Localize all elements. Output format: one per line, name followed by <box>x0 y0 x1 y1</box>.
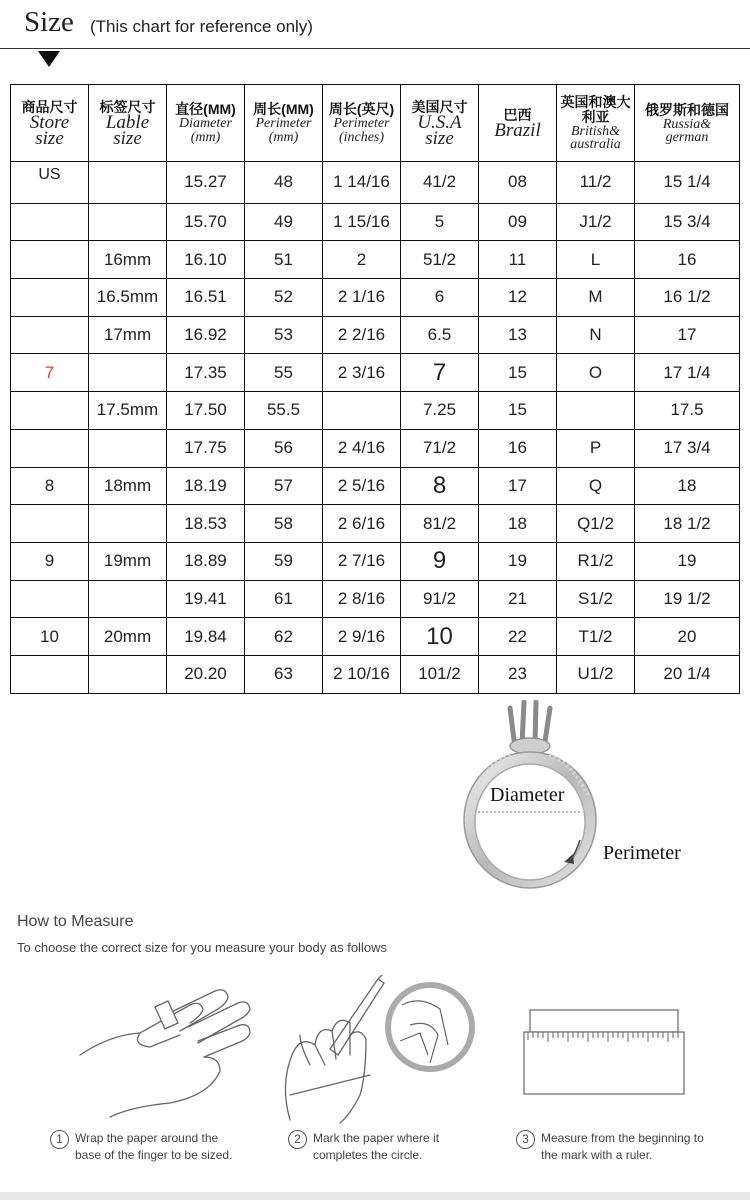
table-cell: 62 <box>245 618 323 656</box>
table-cell: 17.5 <box>635 392 740 430</box>
table-cell: 71/2 <box>401 429 479 467</box>
column-header-en: Diameter <box>179 115 232 131</box>
table-cell: 8 <box>401 467 479 505</box>
table-cell <box>89 429 167 467</box>
table-cell: 101/2 <box>401 655 479 693</box>
table-cell: 6 <box>401 279 479 317</box>
column-header-en: British& <box>570 124 620 139</box>
table-cell: 48 <box>245 162 323 204</box>
table-cell: 2 7/16 <box>323 542 401 580</box>
table-cell: 9 <box>11 542 89 580</box>
table-row <box>11 429 740 467</box>
table-cell <box>11 279 89 317</box>
column-header-en: Russia& <box>662 116 712 132</box>
column-header <box>401 85 479 162</box>
table-row <box>11 316 740 354</box>
table-cell: 19.41 <box>167 580 245 618</box>
table-cell: S1/2 <box>557 580 635 618</box>
table-cell: 15 3/4 <box>635 203 740 241</box>
table-cell: 7 <box>11 354 89 392</box>
table-cell: 19.84 <box>167 618 245 656</box>
step-text-line: completes the circle. <box>313 1148 423 1162</box>
table-cell: 20 1/4 <box>635 655 740 693</box>
table-cell: 59 <box>245 542 323 580</box>
table-cell: M <box>557 279 635 317</box>
column-header <box>245 85 323 162</box>
column-header-en: Perimeter <box>255 115 312 131</box>
column-header <box>557 85 635 162</box>
table-cell: 53 <box>245 316 323 354</box>
table-cell: 15 <box>479 392 557 430</box>
column-header-en: size <box>35 127 64 149</box>
table-cell: 41/2 <box>401 162 479 204</box>
table-cell <box>89 505 167 543</box>
table-cell: 10 <box>11 618 89 656</box>
table-cell: 56 <box>245 429 323 467</box>
table-cell: 17mm <box>89 316 167 354</box>
column-header-en: Perimeter <box>333 115 390 131</box>
table-cell: 16.10 <box>167 241 245 279</box>
table-cell: 17.75 <box>167 429 245 467</box>
column-header-en: size <box>113 127 142 149</box>
column-header-en: Brazil <box>494 119 541 141</box>
column-header <box>479 85 557 162</box>
table-cell <box>89 203 167 241</box>
table-cell: 11/2 <box>557 162 635 204</box>
column-header-en: Lable <box>105 111 150 133</box>
table-cell <box>11 505 89 543</box>
column-header-en: (inches) <box>338 129 385 145</box>
table-cell: 17 <box>635 316 740 354</box>
table-row <box>11 162 740 204</box>
table-cell: 7 <box>401 354 479 392</box>
table-cell: 16.51 <box>167 279 245 317</box>
table-cell: N <box>557 316 635 354</box>
table-cell: 9 <box>401 542 479 580</box>
table-cell: Q <box>557 467 635 505</box>
table-cell: 13 <box>479 316 557 354</box>
table-cell: 1 15/16 <box>323 203 401 241</box>
table-cell: 17 1/4 <box>635 354 740 392</box>
column-header-cn: 直径(MM) <box>175 100 236 117</box>
column-header-cn: 美国尺寸 <box>411 98 468 115</box>
step-text-line: Measure from the beginning to <box>541 1131 704 1145</box>
table-cell: 49 <box>245 203 323 241</box>
page-header <box>0 0 750 50</box>
table-cell <box>11 429 89 467</box>
table-cell: 16 <box>635 241 740 279</box>
table-cell: 16mm <box>89 241 167 279</box>
table-cell: 2 10/16 <box>323 655 401 693</box>
table-cell <box>89 162 167 204</box>
table-cell <box>89 655 167 693</box>
column-header-cn: 周长(MM) <box>253 100 314 117</box>
column-header-en: Store <box>29 111 70 133</box>
size-chart-table <box>10 84 740 694</box>
table-row <box>11 354 740 392</box>
table-cell: 20mm <box>89 618 167 656</box>
table-cell: 10 <box>401 618 479 656</box>
column-header-en: size <box>425 127 454 149</box>
step-text-line: Wrap the paper around the <box>75 1131 219 1145</box>
table-cell: U1/2 <box>557 655 635 693</box>
table-cell: P <box>557 429 635 467</box>
table-cell: 16.5mm <box>89 279 167 317</box>
table-cell: 2 6/16 <box>323 505 401 543</box>
step-number: 3 <box>516 1130 535 1149</box>
column-header <box>323 85 401 162</box>
table-cell: 20.20 <box>167 655 245 693</box>
table-row <box>11 655 740 693</box>
page-title: Size <box>24 6 74 38</box>
table-cell: 19mm <box>89 542 167 580</box>
table-cell: US <box>11 162 89 204</box>
table-row <box>11 580 740 618</box>
table-cell: 2 8/16 <box>323 580 401 618</box>
table-cell: 81/2 <box>401 505 479 543</box>
table-row <box>11 618 740 656</box>
table-cell: 08 <box>479 162 557 204</box>
table-cell <box>89 354 167 392</box>
diameter-label: Diameter <box>490 784 565 806</box>
table-cell: 19 1/2 <box>635 580 740 618</box>
table-cell: 63 <box>245 655 323 693</box>
table-cell: 18.53 <box>167 505 245 543</box>
table-cell: 5 <box>401 203 479 241</box>
table-cell: T1/2 <box>557 618 635 656</box>
table-cell: 12 <box>479 279 557 317</box>
table-cell: 8 <box>11 467 89 505</box>
table-cell: L <box>557 241 635 279</box>
bottom-divider <box>0 1192 750 1200</box>
table-cell: 55 <box>245 354 323 392</box>
table-cell: 17 3/4 <box>635 429 740 467</box>
column-header-en: (mm) <box>268 129 299 145</box>
perimeter-label: Perimeter <box>603 842 681 864</box>
table-cell: 7.25 <box>401 392 479 430</box>
hand-mark-paper-illustration <box>270 975 480 1125</box>
table-cell: 19 <box>635 542 740 580</box>
how-to-measure-subtitle: To choose the correct size for you measure your body as follows <box>17 940 387 955</box>
table-row <box>11 241 740 279</box>
table-cell: 18mm <box>89 467 167 505</box>
column-header-cn: 英国和澳大利亚 <box>560 94 631 125</box>
table-cell: 2 1/16 <box>323 279 401 317</box>
table-cell: 15.70 <box>167 203 245 241</box>
table-cell: 18 <box>479 505 557 543</box>
column-header-cn: 周长(英尺) <box>328 100 395 117</box>
table-cell: 57 <box>245 467 323 505</box>
table-cell: 61 <box>245 580 323 618</box>
table-cell: 2 9/16 <box>323 618 401 656</box>
table-cell: 09 <box>479 203 557 241</box>
table-cell: 16 1/2 <box>635 279 740 317</box>
table-cell <box>11 392 89 430</box>
step-text-line: base of the finger to be sized. <box>75 1148 233 1162</box>
table-cell <box>11 203 89 241</box>
table-cell: Q1/2 <box>557 505 635 543</box>
table-cell: 22 <box>479 618 557 656</box>
table-cell <box>11 580 89 618</box>
table-cell: 2 2/16 <box>323 316 401 354</box>
table-row <box>11 467 740 505</box>
table-cell: 17 <box>479 467 557 505</box>
column-header <box>635 85 740 162</box>
table-cell: 11 <box>479 241 557 279</box>
down-arrow-icon <box>38 51 60 67</box>
column-header-en: german <box>665 129 709 145</box>
table-cell <box>11 241 89 279</box>
table-cell <box>89 580 167 618</box>
table-cell: 18.19 <box>167 467 245 505</box>
column-header-en: U.S.A <box>417 111 462 133</box>
table-cell: 2 <box>323 241 401 279</box>
table-cell: 91/2 <box>401 580 479 618</box>
table-cell: 2 3/16 <box>323 354 401 392</box>
ruler-illustration <box>520 1008 690 1098</box>
header-divider <box>0 48 750 49</box>
table-cell: 15 1/4 <box>635 162 740 204</box>
table-cell: J1/2 <box>557 203 635 241</box>
table-row <box>11 505 740 543</box>
table-cell <box>323 392 401 430</box>
table-body <box>11 162 740 694</box>
column-header-cn: 商品尺寸 <box>21 98 78 115</box>
step-number: 2 <box>288 1130 307 1149</box>
table-cell <box>11 655 89 693</box>
column-header-en: australia <box>570 137 621 152</box>
table-cell: 18 <box>635 467 740 505</box>
table-cell: 16 <box>479 429 557 467</box>
table-cell: 1 14/16 <box>323 162 401 204</box>
column-header <box>11 85 89 162</box>
column-header-cn: 标签尺寸 <box>99 98 156 115</box>
table-cell: 51 <box>245 241 323 279</box>
table-row <box>11 542 740 580</box>
column-header-cn: 巴西 <box>503 106 532 123</box>
table-cell <box>557 392 635 430</box>
table-cell: 16.92 <box>167 316 245 354</box>
how-to-measure-title: How to Measure <box>17 913 134 930</box>
table-cell: 21 <box>479 580 557 618</box>
page-subtitle: (This chart for reference only) <box>90 17 313 36</box>
table-cell: 17.35 <box>167 354 245 392</box>
table-cell: 20 <box>635 618 740 656</box>
table-cell: R1/2 <box>557 542 635 580</box>
table-row <box>11 279 740 317</box>
table-row <box>11 392 740 430</box>
table-cell: 17.50 <box>167 392 245 430</box>
column-header-en: (mm) <box>190 129 221 145</box>
table-row <box>11 203 740 241</box>
table-cell: 52 <box>245 279 323 317</box>
table-cell: 19 <box>479 542 557 580</box>
table-cell: 55.5 <box>245 392 323 430</box>
column-header <box>89 85 167 162</box>
step-text-line: the mark with a ruler. <box>541 1148 653 1162</box>
table-cell: 2 5/16 <box>323 467 401 505</box>
table-cell: 18.89 <box>167 542 245 580</box>
column-header-cn: 俄罗斯和德国 <box>645 101 729 118</box>
table-cell: 2 4/16 <box>323 429 401 467</box>
step-text-line: Mark the paper where it <box>313 1131 440 1145</box>
table-cell: 17.5mm <box>89 392 167 430</box>
table-cell: 15 <box>479 354 557 392</box>
hand-wrap-paper-illustration <box>70 985 260 1125</box>
table-cell: 6.5 <box>401 316 479 354</box>
table-cell: 15.27 <box>167 162 245 204</box>
table-cell <box>11 316 89 354</box>
table-cell: 18 1/2 <box>635 505 740 543</box>
table-header-row <box>11 85 740 162</box>
table-cell: 51/2 <box>401 241 479 279</box>
table-cell: 58 <box>245 505 323 543</box>
column-header <box>167 85 245 162</box>
step-number: 1 <box>50 1130 69 1149</box>
table-cell: 23 <box>479 655 557 693</box>
table-cell: O <box>557 354 635 392</box>
